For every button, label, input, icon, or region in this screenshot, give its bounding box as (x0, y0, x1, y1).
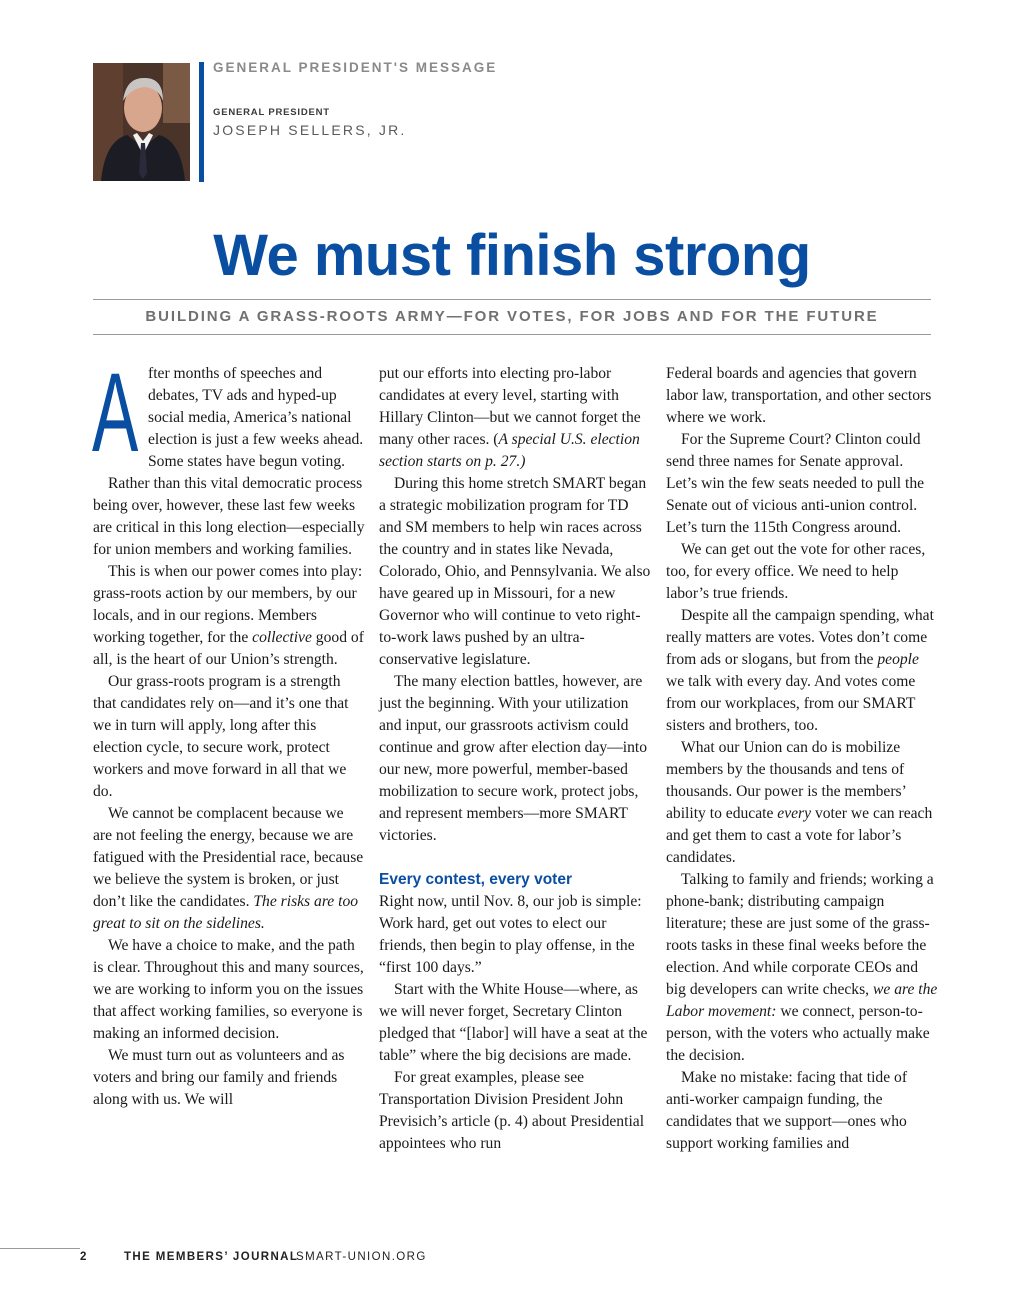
accent-bar (199, 62, 204, 182)
paragraph: What our Union can do is mobilize members by the thousands and tens of thousands. Our power is the members’ ability to educate every voter we can reach and get them to cast a vote for labor’s candidates. (666, 739, 933, 866)
paragraph: During this home stretch SMART began a strategic mobilization program for TD and SM members to help win races across the country and in states like Nevada, Colorado, Ohio, and Pennsylvania. We also have geared up in Missouri, for a new Governor who will continue to veto right-to-work laws pushed by an ultra-conservative legislature. (379, 475, 651, 668)
paragraph: We can get out the vote for other races, too, for every office. We need to help labor’s true friends. (666, 541, 926, 602)
paragraph: Our grass-roots program is a strength that candidates rely on—and it’s one that we in turn will apply, long after this election cycle, to secure work, protect workers and move forward in all that we do. (93, 673, 349, 800)
page-number: 2 (80, 1251, 88, 1263)
paragraph: For the Supreme Court? Clinton could send three names for Senate approval. Let’s win the few seats needed to pull the Senate out of vicious anti-union control. Let’s turn the 115th Congress around. (666, 431, 925, 536)
drop-cap: A (92, 350, 139, 475)
author-photo (93, 63, 190, 181)
article-column-1 (92, 350, 365, 1111)
headline: We must finish strong (213, 223, 811, 288)
author-name: JOSEPH SELLERS, JR. (213, 122, 407, 138)
footer-rule (0, 1248, 80, 1249)
subhead: BUILDING A GRASS-ROOTS ARMY—FOR VOTES, FOR JOBS AND FOR THE FUTURE (145, 308, 879, 325)
author-role: GENERAL PRESIDENT (213, 107, 330, 118)
paragraph: We must turn out as volunteers and as voters and bring our family and friends along with us. We will (93, 1047, 345, 1108)
paragraph: After months of speeches and debates, TV ads and hyped-up social media, America’s national election is just a few weeks ahead. Some states have begun voting. (92, 350, 364, 475)
paragraph: Make no mistake: facing that tide of anti-worker campaign funding, the candidates that we support—ones who support working families and (666, 1069, 908, 1152)
paragraph: For great examples, please see Transportation Division President John Previsich’s article (p. 4) about Presidential appointees who run (379, 1069, 645, 1152)
paragraph: We have a choice to make, and the path is clear. Throughout this and many sources, we are working to inform you on the issues that affect working families, so everyone is making an informed decision. (93, 937, 364, 1042)
article-column-2 (379, 363, 651, 1155)
paragraph: put our efforts into electing pro-labor candidates at every level, starting with Hillary Clinton—but we cannot forget the many other races. (A special U.S. election section starts on p. 27.) (379, 365, 641, 470)
paragraph: The many election battles, however, are just the beginning. With your utilization and input, our grassroots activism could continue and grow after election day—into our new, more powerful, member-based mobilization to secure work, protect jobs, and represent members—more SMART victories. (379, 673, 648, 844)
paragraph: This is when our power comes into play: grass-roots action by our members, by our locals, and in our regions. Members working together, for the collective good of all, is the heart of our Union’s strength. (93, 563, 364, 668)
publication-name: THE MEMBERS’ JOURNAL (124, 1251, 299, 1263)
top-rule (93, 299, 931, 300)
paragraph: We cannot be complacent because we are not feeling the energy, because we are fatigued with the Presidential race, because we believe the system is broken, or just don’t like the candidates. The risks are too great to sit on the sidelines. (93, 805, 364, 932)
paragraph: Start with the White House—where, as we will never forget, Secretary Clinton pledged that “[labor] will have a seat at the table” where the big decisions are made. (379, 981, 648, 1064)
paragraph: Federal boards and agencies that govern labor law, transportation, and other sectors where we work. (666, 365, 932, 426)
footer (0, 1251, 1024, 1267)
bottom-rule (93, 334, 931, 335)
subsection-heading: Every contest, every voter (379, 871, 572, 888)
paragraph: Rather than this vital democratic process being over, however, these last few weeks are critical in this long election—especially for union members and working families. (93, 475, 365, 558)
website-link[interactable]: SMART-UNION.ORG (296, 1251, 427, 1263)
paragraph: Talking to family and friends; working a phone-bank; distributing campaign literature; these are just some of the grass-roots tasks in these final weeks before the election. And while corporate CEOs and big developers can write checks, we are the Labor movement: we connect, person-to-person, with the voters who actually make the decision. (666, 871, 938, 1064)
section-label: GENERAL PRESIDENT'S MESSAGE (213, 60, 498, 75)
paragraph: Despite all the campaign spending, what really matters are votes. Votes don’t come from ads or slogans, but from the people we talk with every day. And votes come from our workplaces, from our SMART sisters and brothers, too. (666, 607, 934, 734)
paragraph: Right now, until Nov. 8, our job is simple: Work hard, get out votes to elect our friends, then begin to play offense, in the “first 100 days.” (379, 893, 642, 976)
article-column-3 (666, 363, 938, 1155)
